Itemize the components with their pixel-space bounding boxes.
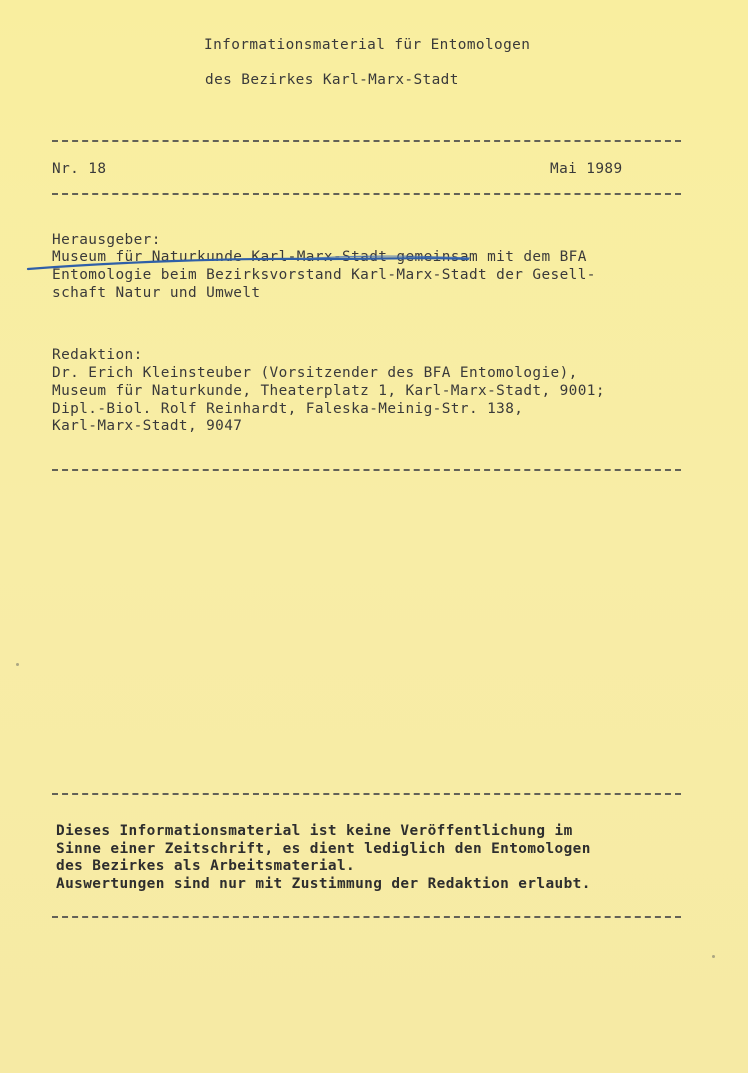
header-title-line2: des Bezirkes Karl-Marx-Stadt — [205, 72, 459, 88]
notice-line-4: Auswertungen sind nur mit Zustimmung der Redaktion erlaubt. — [56, 876, 591, 892]
divider-editorial — [52, 469, 681, 471]
publisher-line-3: schaft Natur und Umwelt — [52, 285, 261, 301]
issue-date: Mai 1989 — [550, 161, 623, 177]
notice-line-1: Dieses Informationsmaterial ist keine Veröffentlichung im — [56, 823, 573, 839]
divider-notice-bottom — [52, 916, 681, 918]
publisher-line-1: Museum für Naturkunde Karl-Marx-Stadt gemeinsam mit dem BFA — [52, 249, 587, 265]
publisher-line-2: Entomologie beim Bezirksvorstand Karl-Marx-Stadt der Gesell- — [52, 267, 596, 283]
editorial-line-4: Karl-Marx-Stadt, 9047 — [52, 418, 243, 434]
pen-underline-mark — [0, 0, 748, 300]
paper-speck — [16, 663, 19, 666]
publisher-label: Herausgeber: — [52, 232, 161, 248]
editorial-label: Redaktion: — [52, 347, 143, 363]
notice-line-3: des Bezirkes als Arbeitsmaterial. — [56, 858, 356, 874]
paper-speck — [712, 955, 715, 958]
notice-line-2: Sinne einer Zeitschrift, es dient lediglich den Entomologen — [56, 841, 591, 857]
header-title-line1: Informationsmaterial für Entomologen — [204, 37, 531, 53]
divider-notice-top — [52, 793, 681, 795]
editorial-line-2: Museum für Naturkunde, Theaterplatz 1, Karl-Marx-Stadt, 9001; — [52, 383, 605, 399]
editorial-line-3: Dipl.-Biol. Rolf Reinhardt, Faleska-Meinig-Str. 138, — [52, 401, 524, 417]
editorial-line-1: Dr. Erich Kleinsteuber (Vorsitzender des BFA Entomologie), — [52, 365, 578, 381]
issue-number: Nr. 18 — [52, 161, 107, 177]
